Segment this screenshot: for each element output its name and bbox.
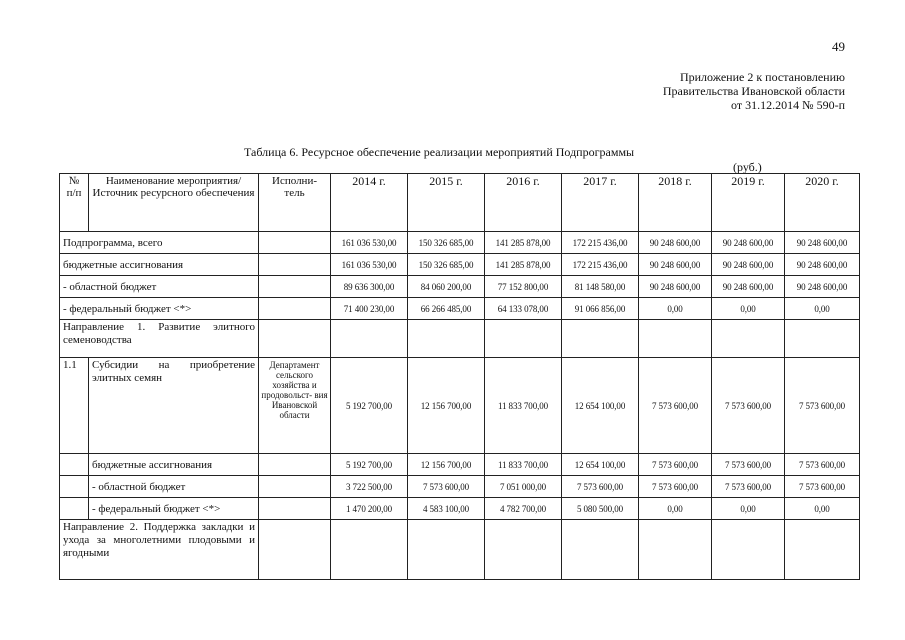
value-cell: 7 573 600,00 xyxy=(712,454,785,476)
header-year: 2018 г. xyxy=(639,174,712,232)
value-cell: 7 573 600,00 xyxy=(639,476,712,498)
value-cell: 90 248 600,00 xyxy=(712,254,785,276)
value-cell xyxy=(408,520,485,580)
value-cell: 4 583 100,00 xyxy=(408,498,485,520)
value-cell: 172 215 436,00 xyxy=(562,254,639,276)
value-cell: 12 654 100,00 xyxy=(562,358,639,454)
value-cell xyxy=(331,520,408,580)
value-cell: 91 066 856,00 xyxy=(562,298,639,320)
table-row xyxy=(60,254,860,276)
value-cell: 172 215 436,00 xyxy=(562,232,639,254)
value-cell: 5 080 500,00 xyxy=(562,498,639,520)
table-row xyxy=(60,498,860,520)
resource-table xyxy=(59,173,860,580)
value-cell: 7 573 600,00 xyxy=(408,476,485,498)
value-cell xyxy=(562,520,639,580)
table-row xyxy=(60,298,860,320)
value-cell: 90 248 600,00 xyxy=(712,276,785,298)
executor-cell xyxy=(259,454,331,476)
value-cell: 11 833 700,00 xyxy=(485,358,562,454)
value-cell: 5 192 700,00 xyxy=(331,454,408,476)
row-label: - федеральный бюджет <*> xyxy=(60,298,259,320)
header-year: 2015 г. xyxy=(408,174,485,232)
value-cell: 161 036 530,00 xyxy=(331,254,408,276)
executor-cell xyxy=(259,298,331,320)
header-num: № п/п xyxy=(60,174,89,232)
table-row xyxy=(60,276,860,298)
row-label: бюджетные ассигнования xyxy=(60,254,259,276)
executor-cell xyxy=(259,254,331,276)
header-year: 2017 г. xyxy=(562,174,639,232)
direction-label: Направление 2. Поддержка закладки и ухода за многолетними плодовыми и ягодными xyxy=(60,520,259,580)
value-cell: 7 573 600,00 xyxy=(639,358,712,454)
value-cell: 0,00 xyxy=(639,498,712,520)
value-cell: 77 152 800,00 xyxy=(485,276,562,298)
value-cell xyxy=(712,320,785,358)
value-cell: 64 133 078,00 xyxy=(485,298,562,320)
direction-label: Направление 1. Развитие элитного семеноводства xyxy=(60,320,259,358)
row-label: - областной бюджет xyxy=(89,476,259,498)
value-cell: 7 573 600,00 xyxy=(562,476,639,498)
value-cell: 90 248 600,00 xyxy=(785,232,860,254)
executor-cell xyxy=(259,320,331,358)
table-header-row xyxy=(60,174,860,232)
appendix-note xyxy=(663,70,845,112)
value-cell: 12 156 700,00 xyxy=(408,454,485,476)
header-year: 2014 г. xyxy=(331,174,408,232)
value-cell xyxy=(485,320,562,358)
value-cell: 7 573 600,00 xyxy=(639,454,712,476)
page-number: 49 xyxy=(832,39,845,54)
header-name: Наименование мероприятия/Источник ресурсного обеспечения xyxy=(89,174,259,232)
row-number xyxy=(60,498,89,520)
value-cell: 90 248 600,00 xyxy=(785,254,860,276)
value-cell: 0,00 xyxy=(639,298,712,320)
value-cell: 0,00 xyxy=(712,298,785,320)
row-number xyxy=(60,454,89,476)
value-cell xyxy=(785,320,860,358)
value-cell xyxy=(408,320,485,358)
value-cell: 141 285 878,00 xyxy=(485,254,562,276)
value-cell xyxy=(331,320,408,358)
value-cell xyxy=(562,320,639,358)
value-cell: 1 470 200,00 xyxy=(331,498,408,520)
value-cell: 7 051 000,00 xyxy=(485,476,562,498)
value-cell: 150 326 685,00 xyxy=(408,254,485,276)
value-cell: 71 400 230,00 xyxy=(331,298,408,320)
value-cell: 7 573 600,00 xyxy=(712,476,785,498)
value-cell: 161 036 530,00 xyxy=(331,232,408,254)
value-cell: 0,00 xyxy=(785,298,860,320)
row-label: Подпрограмма, всего xyxy=(60,232,259,254)
header-year: 2016 г. xyxy=(485,174,562,232)
row-label: - федеральный бюджет <*> xyxy=(89,498,259,520)
appendix-line: Приложение 2 к постановлению xyxy=(679,70,845,84)
value-cell: 4 782 700,00 xyxy=(485,498,562,520)
value-cell: 66 266 485,00 xyxy=(408,298,485,320)
header-executor: Исполни- тель xyxy=(259,174,331,232)
value-cell: 7 573 600,00 xyxy=(712,358,785,454)
value-cell xyxy=(639,320,712,358)
value-cell: 141 285 878,00 xyxy=(485,232,562,254)
value-cell: 0,00 xyxy=(785,498,860,520)
value-cell: 7 573 600,00 xyxy=(785,358,860,454)
value-cell: 90 248 600,00 xyxy=(785,276,860,298)
value-cell: 150 326 685,00 xyxy=(408,232,485,254)
table-row xyxy=(60,232,860,254)
value-cell xyxy=(785,520,860,580)
value-cell: 0,00 xyxy=(712,498,785,520)
row-label: Субсидии на приобретение элитных семян xyxy=(89,358,259,454)
table-title: Таблица 6. Ресурсное обеспечение реализации мероприятий Подпрограммы xyxy=(244,145,635,159)
appendix-line: от 31.12.2014 № 590-п xyxy=(731,98,845,112)
value-cell: 90 248 600,00 xyxy=(639,232,712,254)
row-label: - областной бюджет xyxy=(60,276,259,298)
value-cell: 90 248 600,00 xyxy=(712,232,785,254)
executor-cell xyxy=(259,476,331,498)
value-cell: 12 654 100,00 xyxy=(562,454,639,476)
value-cell: 84 060 200,00 xyxy=(408,276,485,298)
executor-cell xyxy=(259,498,331,520)
value-cell: 11 833 700,00 xyxy=(485,454,562,476)
row-number xyxy=(60,476,89,498)
table-row xyxy=(60,476,860,498)
executor-cell xyxy=(259,520,331,580)
value-cell xyxy=(712,520,785,580)
value-cell: 12 156 700,00 xyxy=(408,358,485,454)
executor-cell xyxy=(259,232,331,254)
table-row xyxy=(60,358,860,454)
executor-cell xyxy=(259,276,331,298)
value-cell: 7 573 600,00 xyxy=(785,454,860,476)
table-row xyxy=(60,320,860,358)
row-label: бюджетные ассигнования xyxy=(89,454,259,476)
table-row xyxy=(60,520,860,580)
value-cell: 90 248 600,00 xyxy=(639,254,712,276)
header-year: 2019 г. xyxy=(712,174,785,232)
value-cell: 89 636 300,00 xyxy=(331,276,408,298)
header-year: 2020 г. xyxy=(785,174,860,232)
executor-cell: Департамент сельского хозяйства и продовольст- вия Ивановской области xyxy=(259,358,331,454)
value-cell: 7 573 600,00 xyxy=(785,476,860,498)
units-label: (руб.) xyxy=(733,160,762,174)
value-cell: 5 192 700,00 xyxy=(331,358,408,454)
value-cell xyxy=(485,520,562,580)
value-cell: 81 148 580,00 xyxy=(562,276,639,298)
value-cell: 90 248 600,00 xyxy=(639,276,712,298)
appendix-line: Правительства Ивановской области xyxy=(662,84,845,98)
row-number: 1.1 xyxy=(60,358,89,454)
value-cell: 3 722 500,00 xyxy=(331,476,408,498)
value-cell xyxy=(639,520,712,580)
table-row xyxy=(60,454,860,476)
